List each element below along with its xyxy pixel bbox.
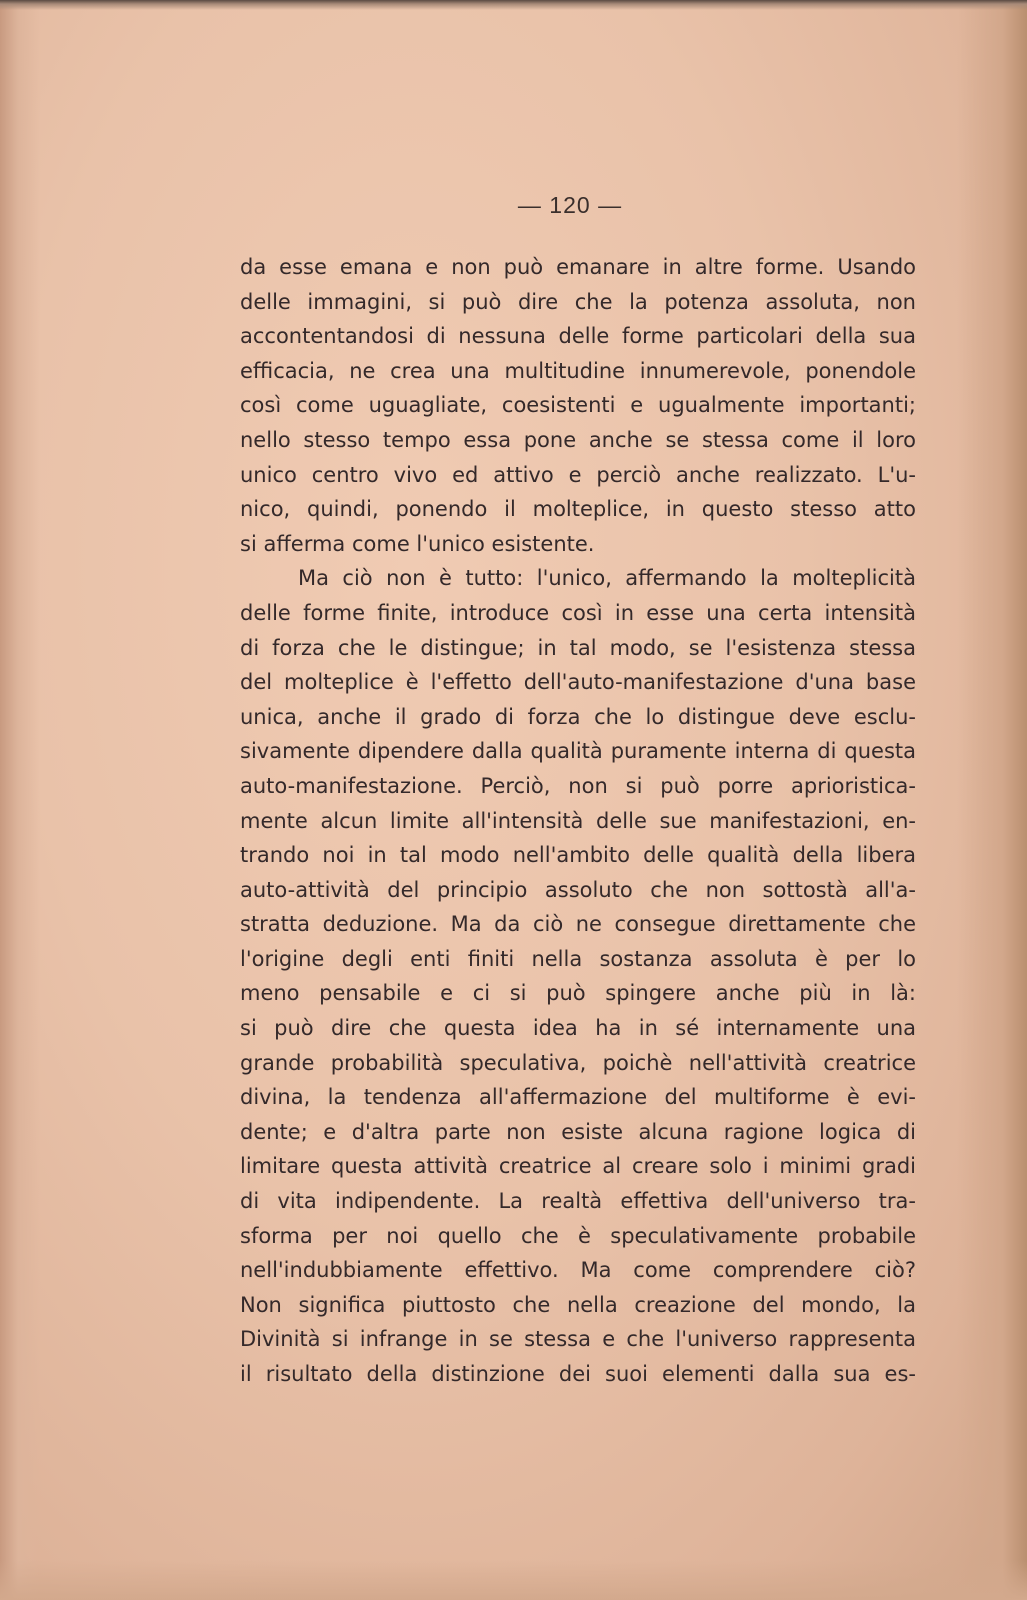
text-line: stratta deduzione. Ma da ciò ne consegue direttamente che (240, 912, 916, 937)
text-line: di forza che le distingue; in tal modo, se l'esistenza stessa (240, 635, 916, 660)
text-line: Divinità si infrange in se stessa e che l'universo rappresenta (240, 1327, 916, 1352)
text-line: accontentandosi di nessuna delle forme particolari della sua (240, 324, 916, 349)
text-line: l'origine degli enti finiti nella sostanza assoluta è per lo (240, 946, 916, 971)
text-line: dente; e d'altra parte non esiste alcuna ragione logica di (240, 1119, 916, 1144)
text-line: il risultato della distinzione dei suoi elementi dalla sua es- (240, 1362, 916, 1386)
text-line: Non significa piuttosto che nella creazione del mondo, la (240, 1292, 916, 1317)
text-line: meno pensabile e ci si può spingere anche più in là: (240, 981, 916, 1006)
text-line: auto-manifestazione. Perciò, non si può porre aprioristica- (240, 773, 916, 798)
body-text (240, 250, 916, 1392)
page-left-edge (0, 0, 40, 1600)
text-line: così come uguagliate, coesistenti e ugualmente importanti; (240, 393, 916, 418)
text-line: sforma per noi quello che è speculativamente probabile (240, 1223, 916, 1248)
paragraph-first-line: Ma ciò non è tutto: l'unico, affermando la molteplicità (298, 566, 916, 591)
text-line: mente alcun limite all'intensità delle sue manifestazioni, en- (240, 808, 916, 833)
text-line: unica, anche il grado di forza che lo distingue deve esclu- (240, 704, 916, 729)
text-line: auto-attività del principio assoluto che non sottostà all'a- (240, 877, 916, 902)
text-line: delle immagini, si può dire che la potenza assoluta, non (240, 289, 916, 314)
page-bottom-edge (0, 1560, 1027, 1600)
text-line: trando noi in tal modo nell'ambito delle qualità della libera (240, 843, 916, 868)
page-number: — 120 — (517, 192, 623, 218)
text-line: divina, la tendenza all'affermazione del multiforme è evi- (240, 1085, 916, 1110)
text-line: nico, quindi, ponendo il molteplice, in questo stesso atto (240, 497, 916, 522)
text-line: unico centro vivo ed attivo e perciò anche realizzato. L'u- (240, 462, 916, 487)
text-line: limitare questa attività creatrice al creare solo i minimi gradi (240, 1154, 916, 1179)
page-right-edge (957, 0, 1027, 1600)
text-line: delle forme finite, introduce così in esse una certa intensità (240, 600, 916, 625)
text-line: da esse emana e non può emanare in altre forme. Usando (240, 255, 916, 279)
text-line: efficacia, ne crea una multitudine innumerevole, ponendole (240, 358, 916, 383)
text-line: si può dire che questa idea ha in sé internamente una (240, 1016, 916, 1041)
text-line: sivamente dipendere dalla qualità puramente interna di questa (240, 739, 916, 764)
text-line: nello stesso tempo essa pone anche se stessa come il loro (240, 427, 916, 452)
page-top-edge (0, 0, 1027, 10)
text-line: di vita indipendente. La realtà effettiva dell'universo tra- (240, 1189, 916, 1214)
text-line: del molteplice è l'effetto dell'auto-manifestazione d'una base (240, 670, 916, 695)
text-line: nell'indubbiamente effettivo. Ma come comprendere ciò? (240, 1258, 916, 1283)
paragraph-last-line: si afferma come l'unico esistente. (240, 531, 595, 556)
text-line: grande probabilità speculativa, poichè nell'attività creatrice (240, 1050, 916, 1075)
